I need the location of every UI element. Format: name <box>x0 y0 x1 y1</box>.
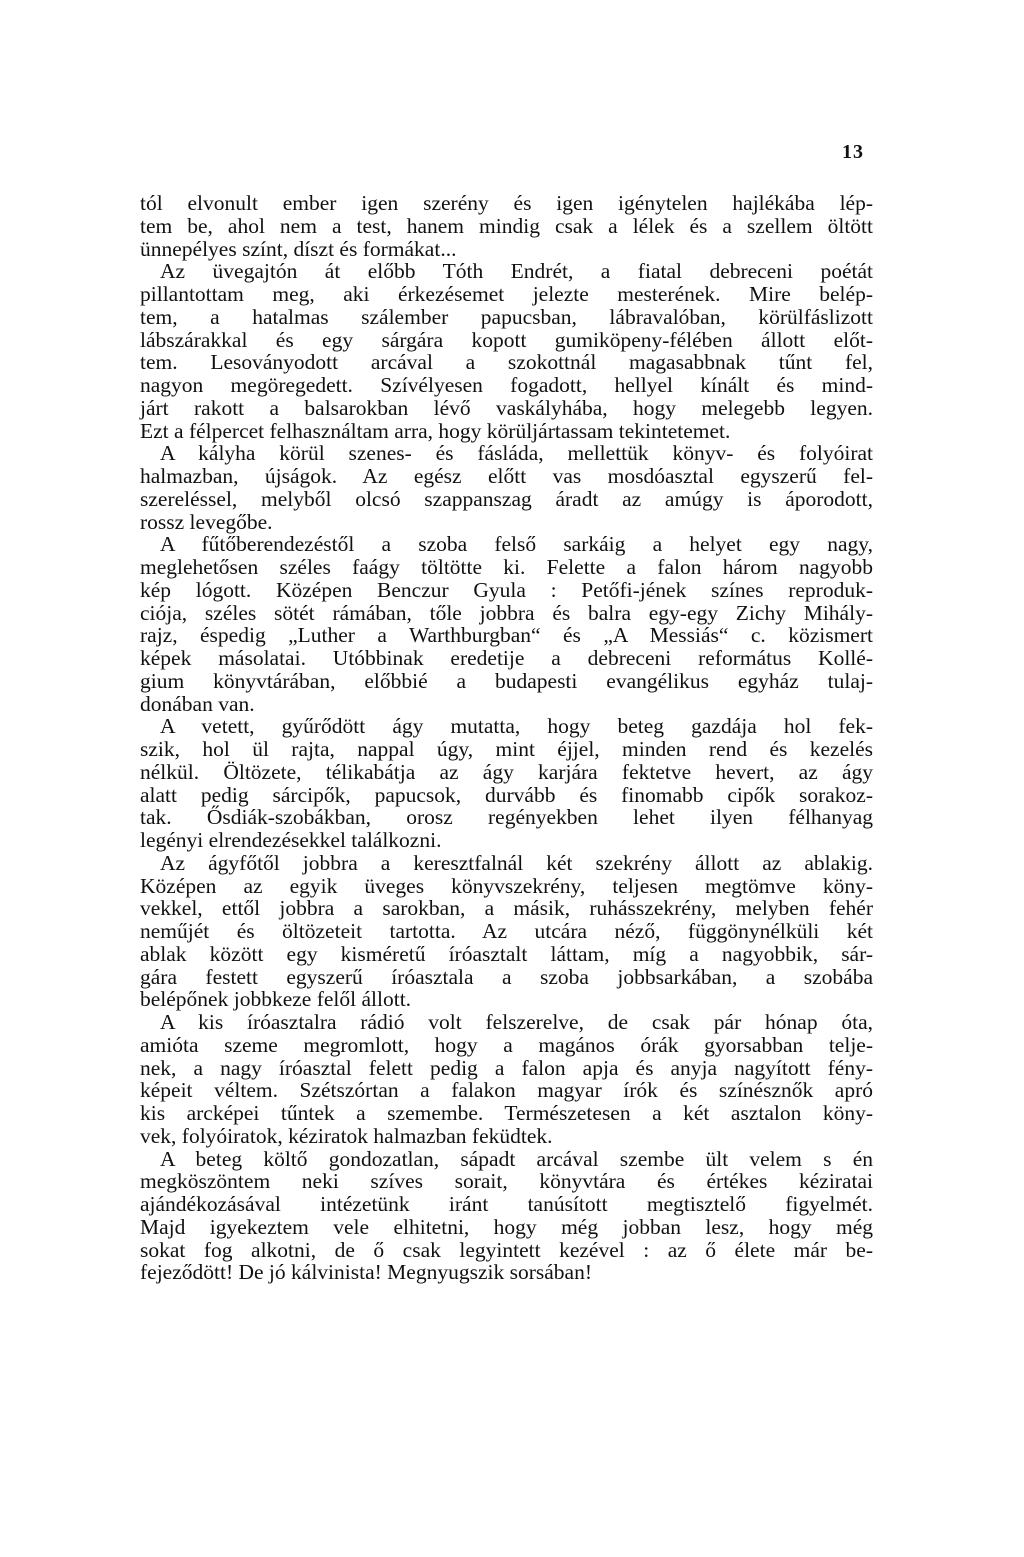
page-number: 13 <box>842 141 864 163</box>
text-line: ajándékozásával intézetünk iránt tanúsított megtisztelő figyelmét. <box>140 1192 873 1216</box>
text-line: halmazban, újságok. Az egész előtt vas mosdóasztal egyszerű fel- <box>140 464 873 488</box>
text-line: fejeződött! De jó kálvinista! Megnyugszik sorsában! <box>140 1260 592 1285</box>
text-line: Ezt a félpercet felhasználtam arra, hogy körüljártassam tekintetemet. <box>140 418 731 443</box>
text-line: A beteg költő gondozatlan, sápadt arcával szembe ült velem s én <box>160 1146 873 1171</box>
text-line: lábszárakkal és egy sárgára kopott gumiköpeny-félében állott előt- <box>140 327 873 352</box>
text-line: nagyon megöregedett. Szívélyesen fogadott, hellyel kínált és mind- <box>140 373 873 397</box>
text-line: Középen az egyik üveges könyvszekrény, teljesen megtömve köny- <box>140 873 873 898</box>
text-line: A kis íróasztalra rádió volt felszerelve, de csak pár hónap óta, <box>160 1010 873 1034</box>
text-line: amióta szeme megromlott, hogy a magános órák gyorsabban telje- <box>140 1032 873 1057</box>
text-line: szik, hol ül rajta, nappal úgy, mint éjjel, minden rend és kezelés <box>140 737 873 761</box>
text-line: rajz, éspedig „Luther a Warthburgban“ és „A Messiás“ c. közismert <box>140 623 873 648</box>
text-line: belépőnek jobbkeze felől állott. <box>140 987 412 1012</box>
text-line: nélkül. Öltözete, télikabátja az ágy karjára fektetve hevert, az ágy <box>140 759 873 784</box>
text-line: pillantottam meg, aki érkezésemet jelezte mesterének. Mire belép- <box>140 282 873 306</box>
text-line: rossz levegőbe. <box>140 509 273 534</box>
text-line: gára festett egyszerű íróasztala a szoba jobbsarkában, a szobába <box>140 964 873 989</box>
text-line: tól elvonult ember igen szerény és igen igénytelen hajlékába lép- <box>140 191 873 215</box>
text-line: nek, a nagy íróasztal felett pedig a falon apja és anyja nagyított fény- <box>140 1055 873 1080</box>
text-line: A fűtőberendezéstől a szoba felső sarkáig a helyet egy nagy, <box>160 532 873 557</box>
text-line: képeit véltem. Szétszórtan a falakon magyar írók és színésznők apró <box>140 1078 873 1103</box>
text-line: donában van. <box>140 691 255 716</box>
text-line: sokat fog alkotni, de ő csak legyintett kezével : az ő élete már be- <box>140 1237 873 1262</box>
text-line: alatt pedig sárcipők, papucsok, durvább és finomabb cipők sorakoz- <box>140 782 873 807</box>
text-line: A vetett, gyűrődött ágy mutatta, hogy beteg gazdája hol fek- <box>160 714 873 739</box>
text-line: képek másolatai. Utóbbinak eredetije a debreceni református Kollé- <box>140 646 873 670</box>
text-line: ünnepélyes színt, díszt és formákat... <box>140 236 457 261</box>
text-line: vekkel, ettől jobbra a sarokban, a másik, ruhásszekrény, melyben fehér <box>140 896 873 921</box>
body-text <box>140 192 873 1284</box>
text-line: kis arcképei tűntek a szemembe. Természetesen a két asztalon köny- <box>140 1101 873 1125</box>
text-line: legényi elrendezésekkel találkozni. <box>140 828 442 852</box>
text-line: tem. Lesoványodott arcával a szokottnál magasabbnak tűnt fel, <box>140 350 873 375</box>
text-line: tak. Ősdiák-szobákban, orosz regényekben lehet ilyen félhanyag <box>140 805 873 830</box>
text-line: meglehetősen széles faágy töltötte ki. Felette a falon három nagyobb <box>140 555 873 579</box>
text-line: vek, folyóiratok, kéziratok halmazban feküdtek. <box>140 1123 553 1148</box>
text-line: megköszöntem neki szíves sorait, könyvtára és értékes kéziratai <box>140 1169 873 1194</box>
text-line: ablak között egy kisméretű íróasztalt láttam, míg a nagyobbik, sár- <box>140 941 873 966</box>
text-line: kép lógott. Középen Benczur Gyula : Petőfi-jének színes reproduk- <box>140 577 873 602</box>
text-line: neműjét és öltözeteit tartotta. Az utcára néző, függönynélküli két <box>140 919 873 943</box>
text-line: járt rakott a balsarokban lévő vaskályhába, hogy melegebb legyen. <box>140 395 873 420</box>
text-line: szereléssel, melyből olcsó szappanszag áradt az amúgy is áporodott, <box>140 486 873 511</box>
text-line: Az ágyfőtől jobbra a keresztfalnál két szekrény állott az ablakig. <box>160 850 873 875</box>
text-line: gium könyvtárában, előbbié a budapesti evangélikus egyház tulaj- <box>140 668 873 693</box>
text-line: Az üvegajtón át előbb Tóth Endrét, a fiatal debreceni poétát <box>160 259 873 284</box>
text-line: Majd igyekeztem vele elhitetni, hogy még jobban lesz, hogy még <box>140 1214 873 1239</box>
text-line: A kályha körül szenes- és fásláda, mellettük könyv- és folyóirat <box>160 441 873 466</box>
text-line: tem be, ahol nem a test, hanem mindig csak a lélek és a szellem öltött <box>140 213 873 238</box>
text-line: tem, a hatalmas szálember papucsban, lábravalóban, körülfáslizott <box>140 304 873 329</box>
text-line: ciója, széles sötét rámában, tőle jobbra és balra egy-egy Zichy Mihály- <box>140 600 873 625</box>
